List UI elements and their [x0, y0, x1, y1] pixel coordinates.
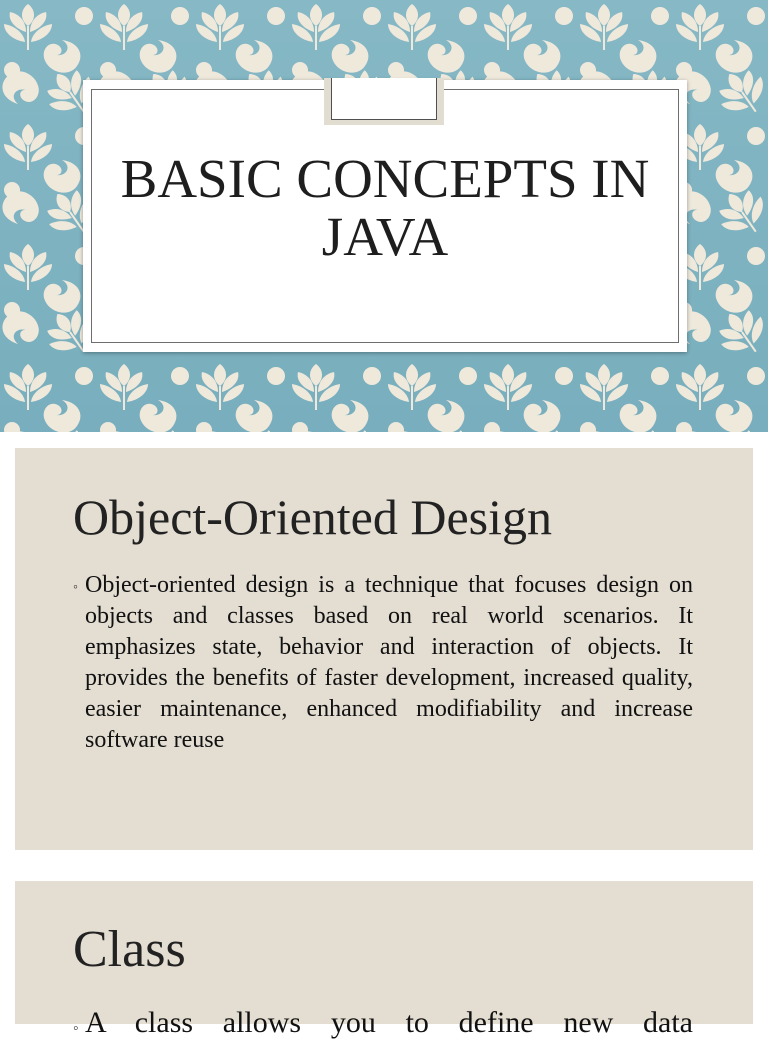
title-slide — [0, 0, 768, 432]
bullet-item — [73, 1004, 693, 1039]
presentation-title: BASIC CONCEPTS IN JAVA — [120, 148, 650, 267]
bullet-item — [73, 570, 693, 756]
bullet-text: Object-oriented design is a technique that focuses design on objects and classes based on real world scenarios. It emphasizes state, behavior and interaction of objects. It provides the benefits of faster development, increased quality, easier maintenance, enhanced modifiability and increase software reuse — [85, 572, 693, 753]
slide-heading-class: Class — [73, 921, 186, 978]
title-card-tab — [324, 78, 444, 125]
bullet-marker-icon: ◦ — [73, 1020, 79, 1037]
title-card-tab-inner — [331, 78, 437, 120]
slide-heading-object-oriented-design: Object-Oriented Design — [73, 489, 553, 545]
bullet-marker-icon: ◦ — [73, 580, 78, 595]
bullet-text: A class allows you to define new data — [85, 1006, 693, 1039]
